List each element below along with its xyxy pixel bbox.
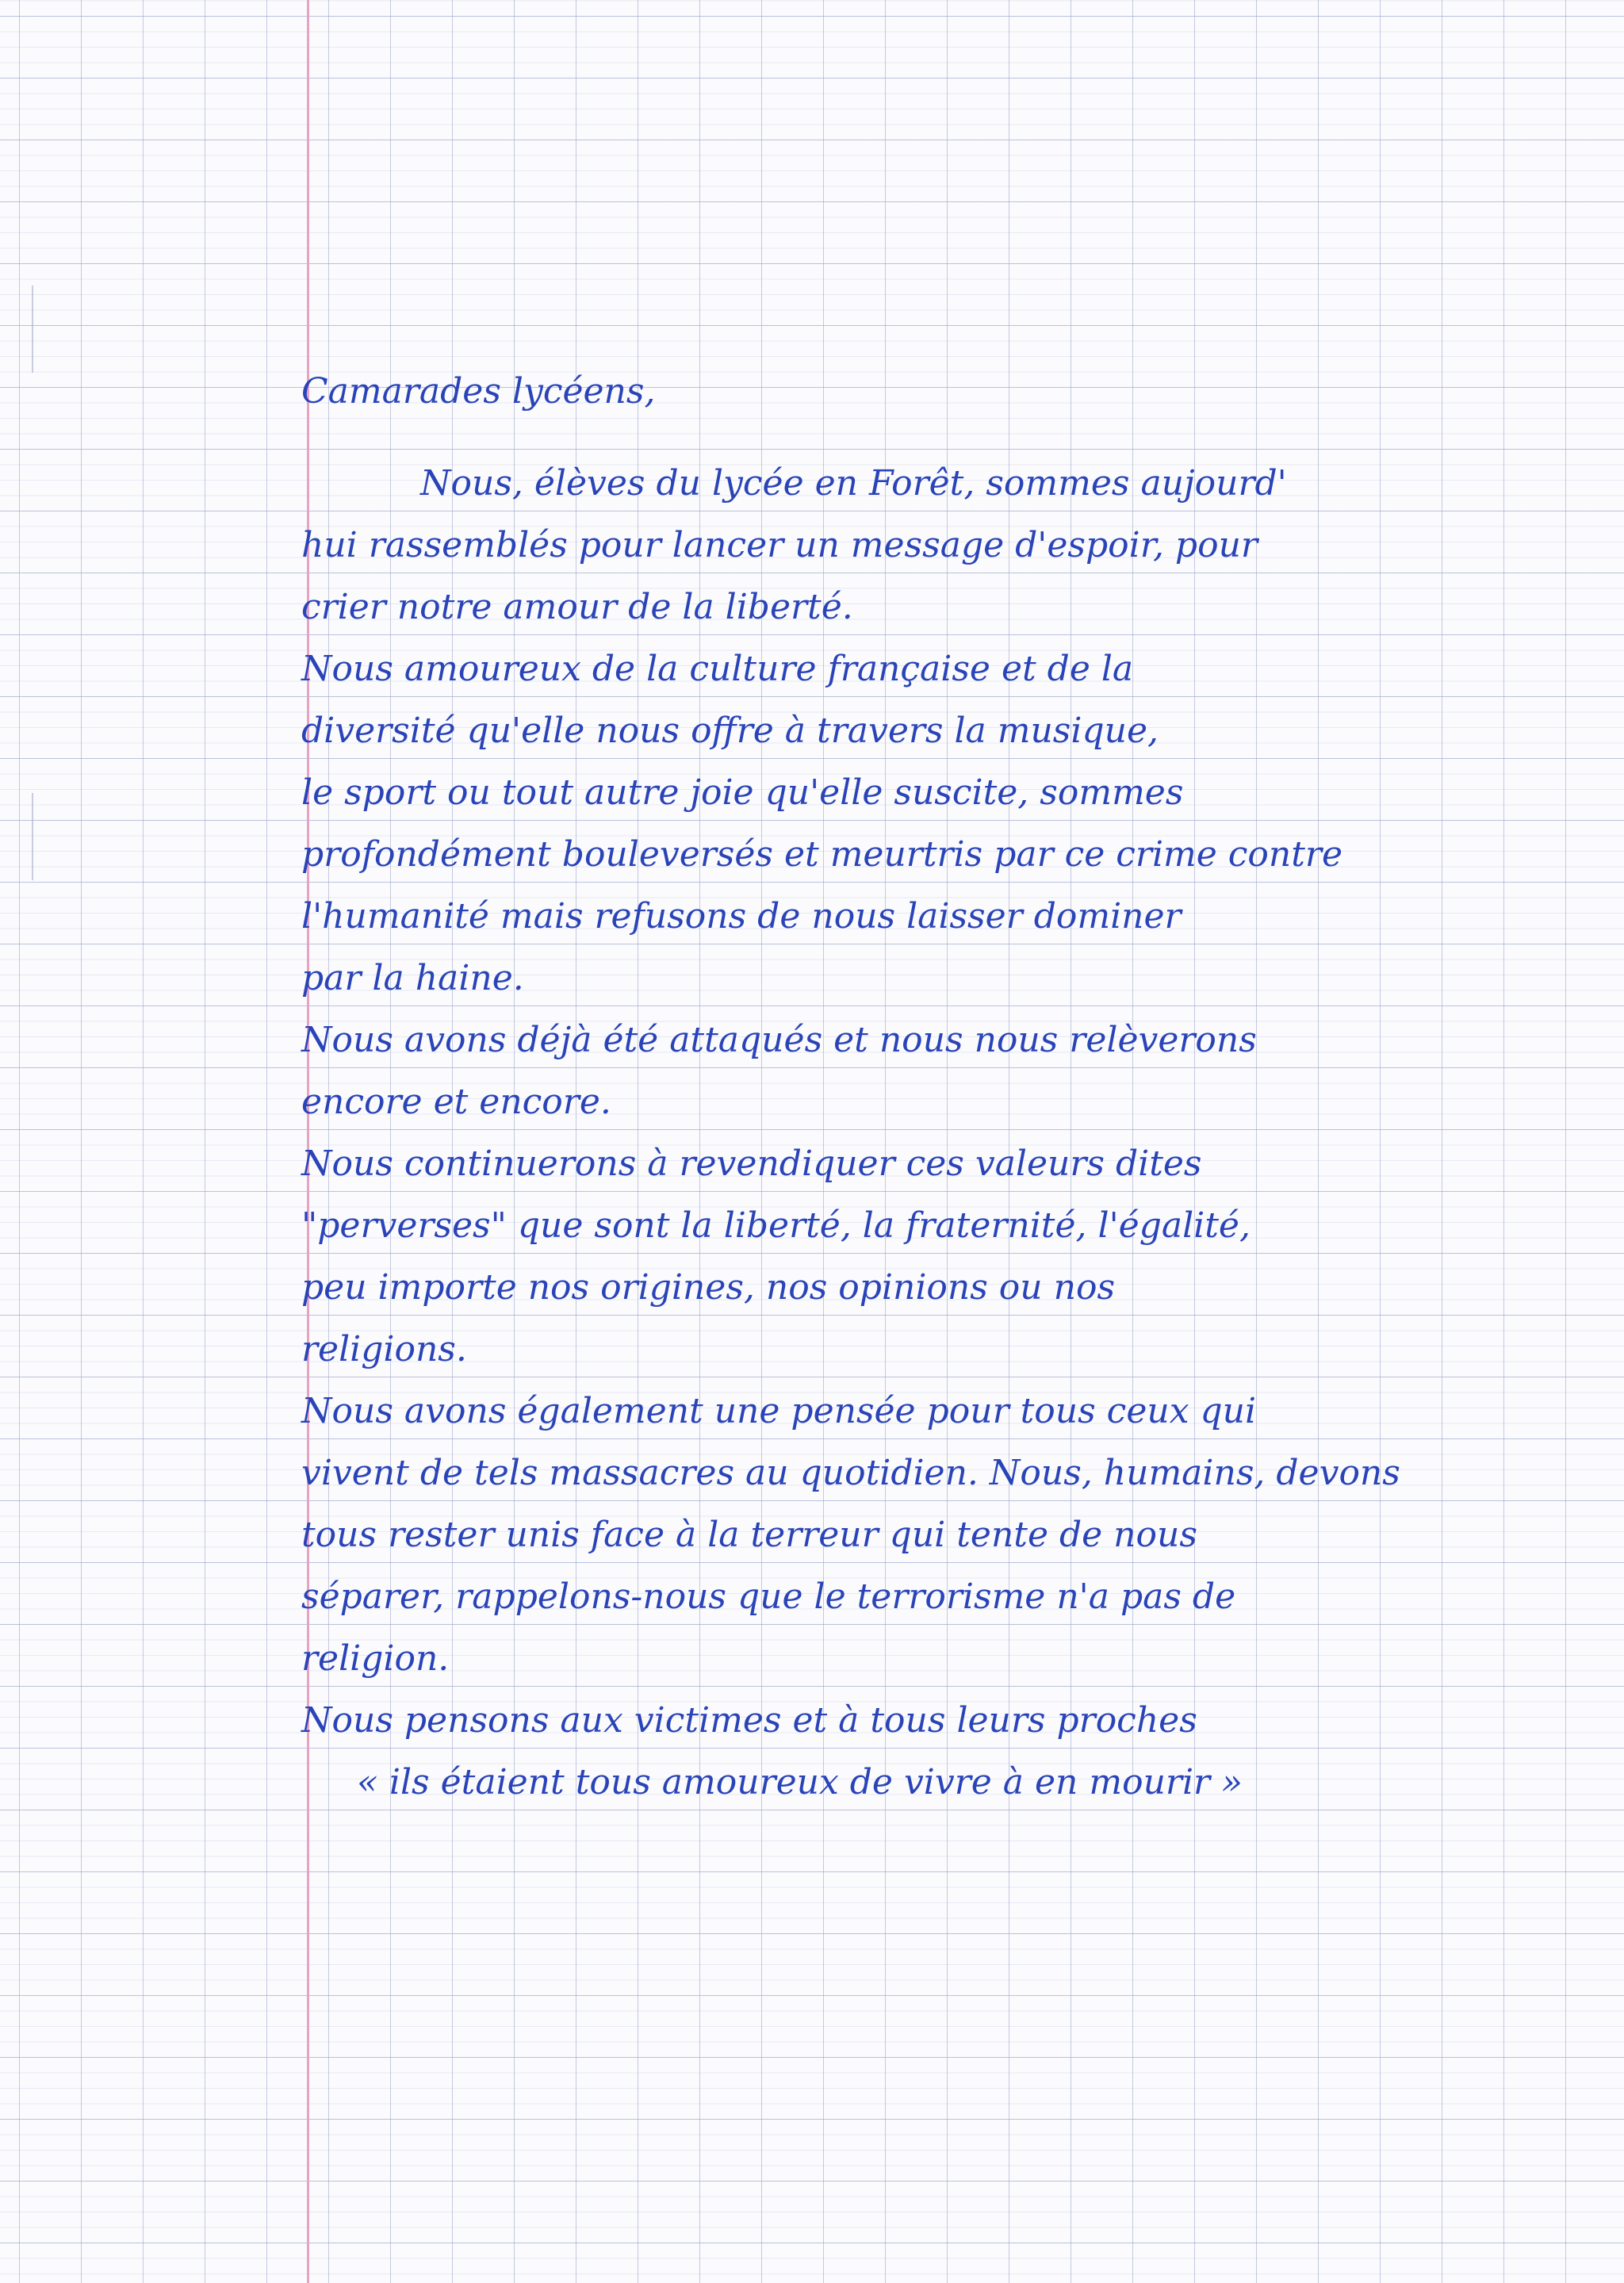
margin-mark — [32, 793, 38, 880]
letter-line: religions. — [301, 1329, 467, 1369]
letter-line: hui rassemblés pour lancer un message d'espoir, pour — [301, 525, 1258, 565]
handwritten-letter — [301, 361, 1578, 1814]
letter-line: l'humanité mais refusons de nous laisser dominer — [301, 896, 1182, 937]
closing-quote: « ils étaient tous amoureux de vivre à en mourir » — [357, 1762, 1243, 1802]
letter-line: encore et encore. — [301, 1082, 611, 1122]
letter-line: crier notre amour de la liberté. — [301, 587, 853, 627]
letter-line: le sport ou tout autre joie qu'elle suscite, sommes — [301, 772, 1184, 813]
letter-line: profondément bouleversés et meurtris par ce crime contre — [301, 834, 1342, 875]
letter-line: Nous amoureux de la culture française et de la — [301, 649, 1134, 689]
letter-line: séparer, rappelons-nous que le terrorisme n'a pas de — [301, 1576, 1236, 1617]
letter-line: "perverses" que sont la liberté, la fraternité, l'égalité, — [301, 1205, 1251, 1246]
letter-line: Nous, élèves du lycée en Forêt, sommes aujourd' — [420, 463, 1287, 504]
letter-line: Nous pensons aux victimes et à tous leurs proches — [301, 1700, 1197, 1741]
letter-line: par la haine. — [301, 958, 524, 998]
letter-line: Nous avons également une pensée pour tous ceux qui — [301, 1391, 1257, 1431]
letter-line: religion. — [301, 1638, 450, 1679]
letter-line: Nous continuerons à revendiquer ces valeurs dites — [301, 1143, 1202, 1184]
letter-line: peu importe nos origines, nos opinions ou nos — [301, 1267, 1116, 1308]
letter-line: diversité qu'elle nous offre à travers la musique, — [301, 711, 1159, 751]
letter-line: Nous avons déjà été attaqués et nous nous relèverons — [301, 1020, 1257, 1060]
letter-greeting: Camarades lycéens, — [301, 371, 656, 412]
letter-line: vivent de tels massacres au quotidien. Nous, humains, devons — [301, 1453, 1400, 1493]
letter-line: tous rester unis face à la terreur qui tente de nous — [301, 1515, 1197, 1555]
margin-mark — [32, 285, 38, 373]
